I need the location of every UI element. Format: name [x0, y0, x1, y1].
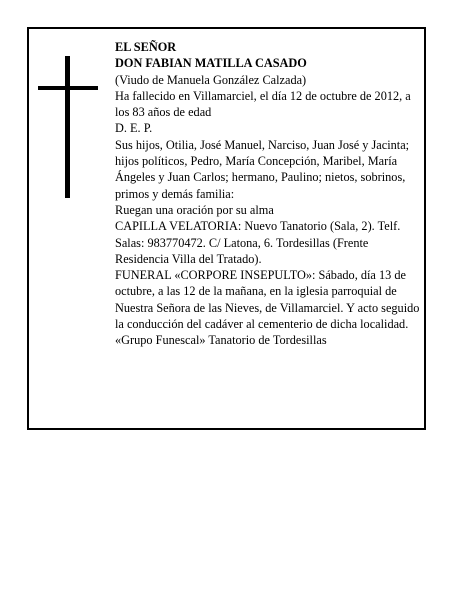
funeral-info: FUNERAL «CORPORE INSEPULTO»: Sábado, día 13 de octubre, a las 12 de la mañana, en la iglesia parroquial de Nuestra Señora de las Nieves, de Villamarciel. Y acto seguido la conducción del cadáver al cementerio de dicha localidad. [115, 268, 420, 332]
dep-line: D. E. P. [115, 121, 153, 136]
cross-horizontal-bar [38, 86, 98, 90]
spouse-info: (Viudo de Manuela González Calzada) [115, 72, 307, 87]
funeral-home: «Grupo Funescal» Tanatorio de Tordesillas [115, 333, 327, 348]
chapel-info: CAPILLA VELATORIA: Nuevo Tanatorio (Sala, 2). Telf. Salas: 983770472. C/ Latona, 6. Tordesillas (Frente Residencia Villa del Tratado). [115, 219, 401, 266]
prayer-request: Ruegan una oración por su alma [115, 202, 274, 217]
notice-title: EL SEÑOR [115, 40, 177, 54]
family-list: Sus hijos, Otilia, José Manuel, Narciso, Juan José y Jacinta; hijos políticos, Pedro, María Concepción, Maribel, María Ángeles y Juan Carlos; hermano, Paulino; nietos, sobrinos, primos y demás familia: [115, 137, 410, 201]
cross-vertical-bar [65, 56, 70, 198]
obituary-text [115, 39, 421, 349]
cross-icon [38, 56, 98, 198]
death-info: Ha fallecido en Villamarciel, el día 12 de octubre de 2012, a los 83 años de edad [115, 88, 411, 120]
deceased-name: DON FABIAN MATILLA CASADO [115, 56, 307, 71]
